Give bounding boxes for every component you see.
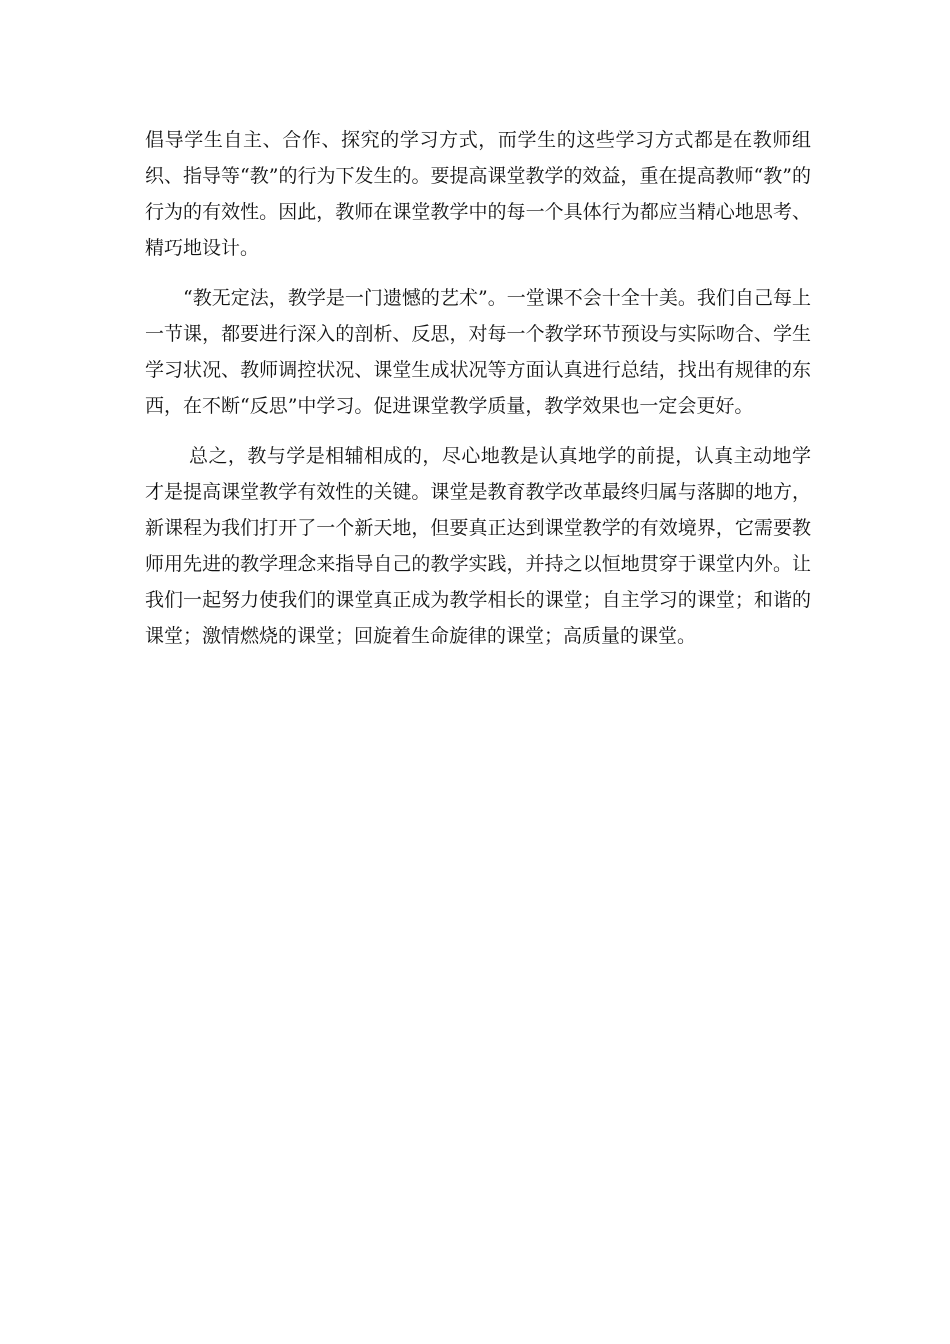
document-body [145,122,811,668]
paragraph-reflection: “教无定法，教学是一门遗憾的艺术”。一堂课不会十全十美。我们自己每上一节课，都要进行深入的剖析、反思，对每一个教学环节预设与实际吻合、学生学习状况、教师调控状况、课堂生成状况等方面认真进行总结，找出有规律的东西，在不断“反思”中学习。促进课堂教学质量，教学效果也一定会更好。 [145,287,811,417]
paragraph-conclusion: 总之，教与学是相辅相成的，尽心地教是认真地学的前提，认真主动地学才是提高课堂教学有效性的关键。课堂是教育教学改革最终归属与落脚的地方，新课程为我们打开了一个新天地，但要真正达到课堂教学的有效境界，它需要教师用先进的教学理念来指导自己的教学实践，并持之以恒地贯穿于课堂内外。让我们一起努力使我们的课堂真正成为教学相长的课堂；自主学习的课堂；和谐的课堂；激情燃烧的课堂；回旋着生命旋律的课堂；高质量的课堂。 [145,445,811,647]
paragraph-continuation: 倡导学生自主、合作、探究的学习方式，而学生的这些学习方式都是在教师组织、指导等“教”的行为下发生的。要提高课堂教学的效益，重在提高教师“教”的行为的有效性。因此，教师在课堂教学中的每一个具体行为都应当精心地思考、精巧地设计。 [145,129,811,259]
